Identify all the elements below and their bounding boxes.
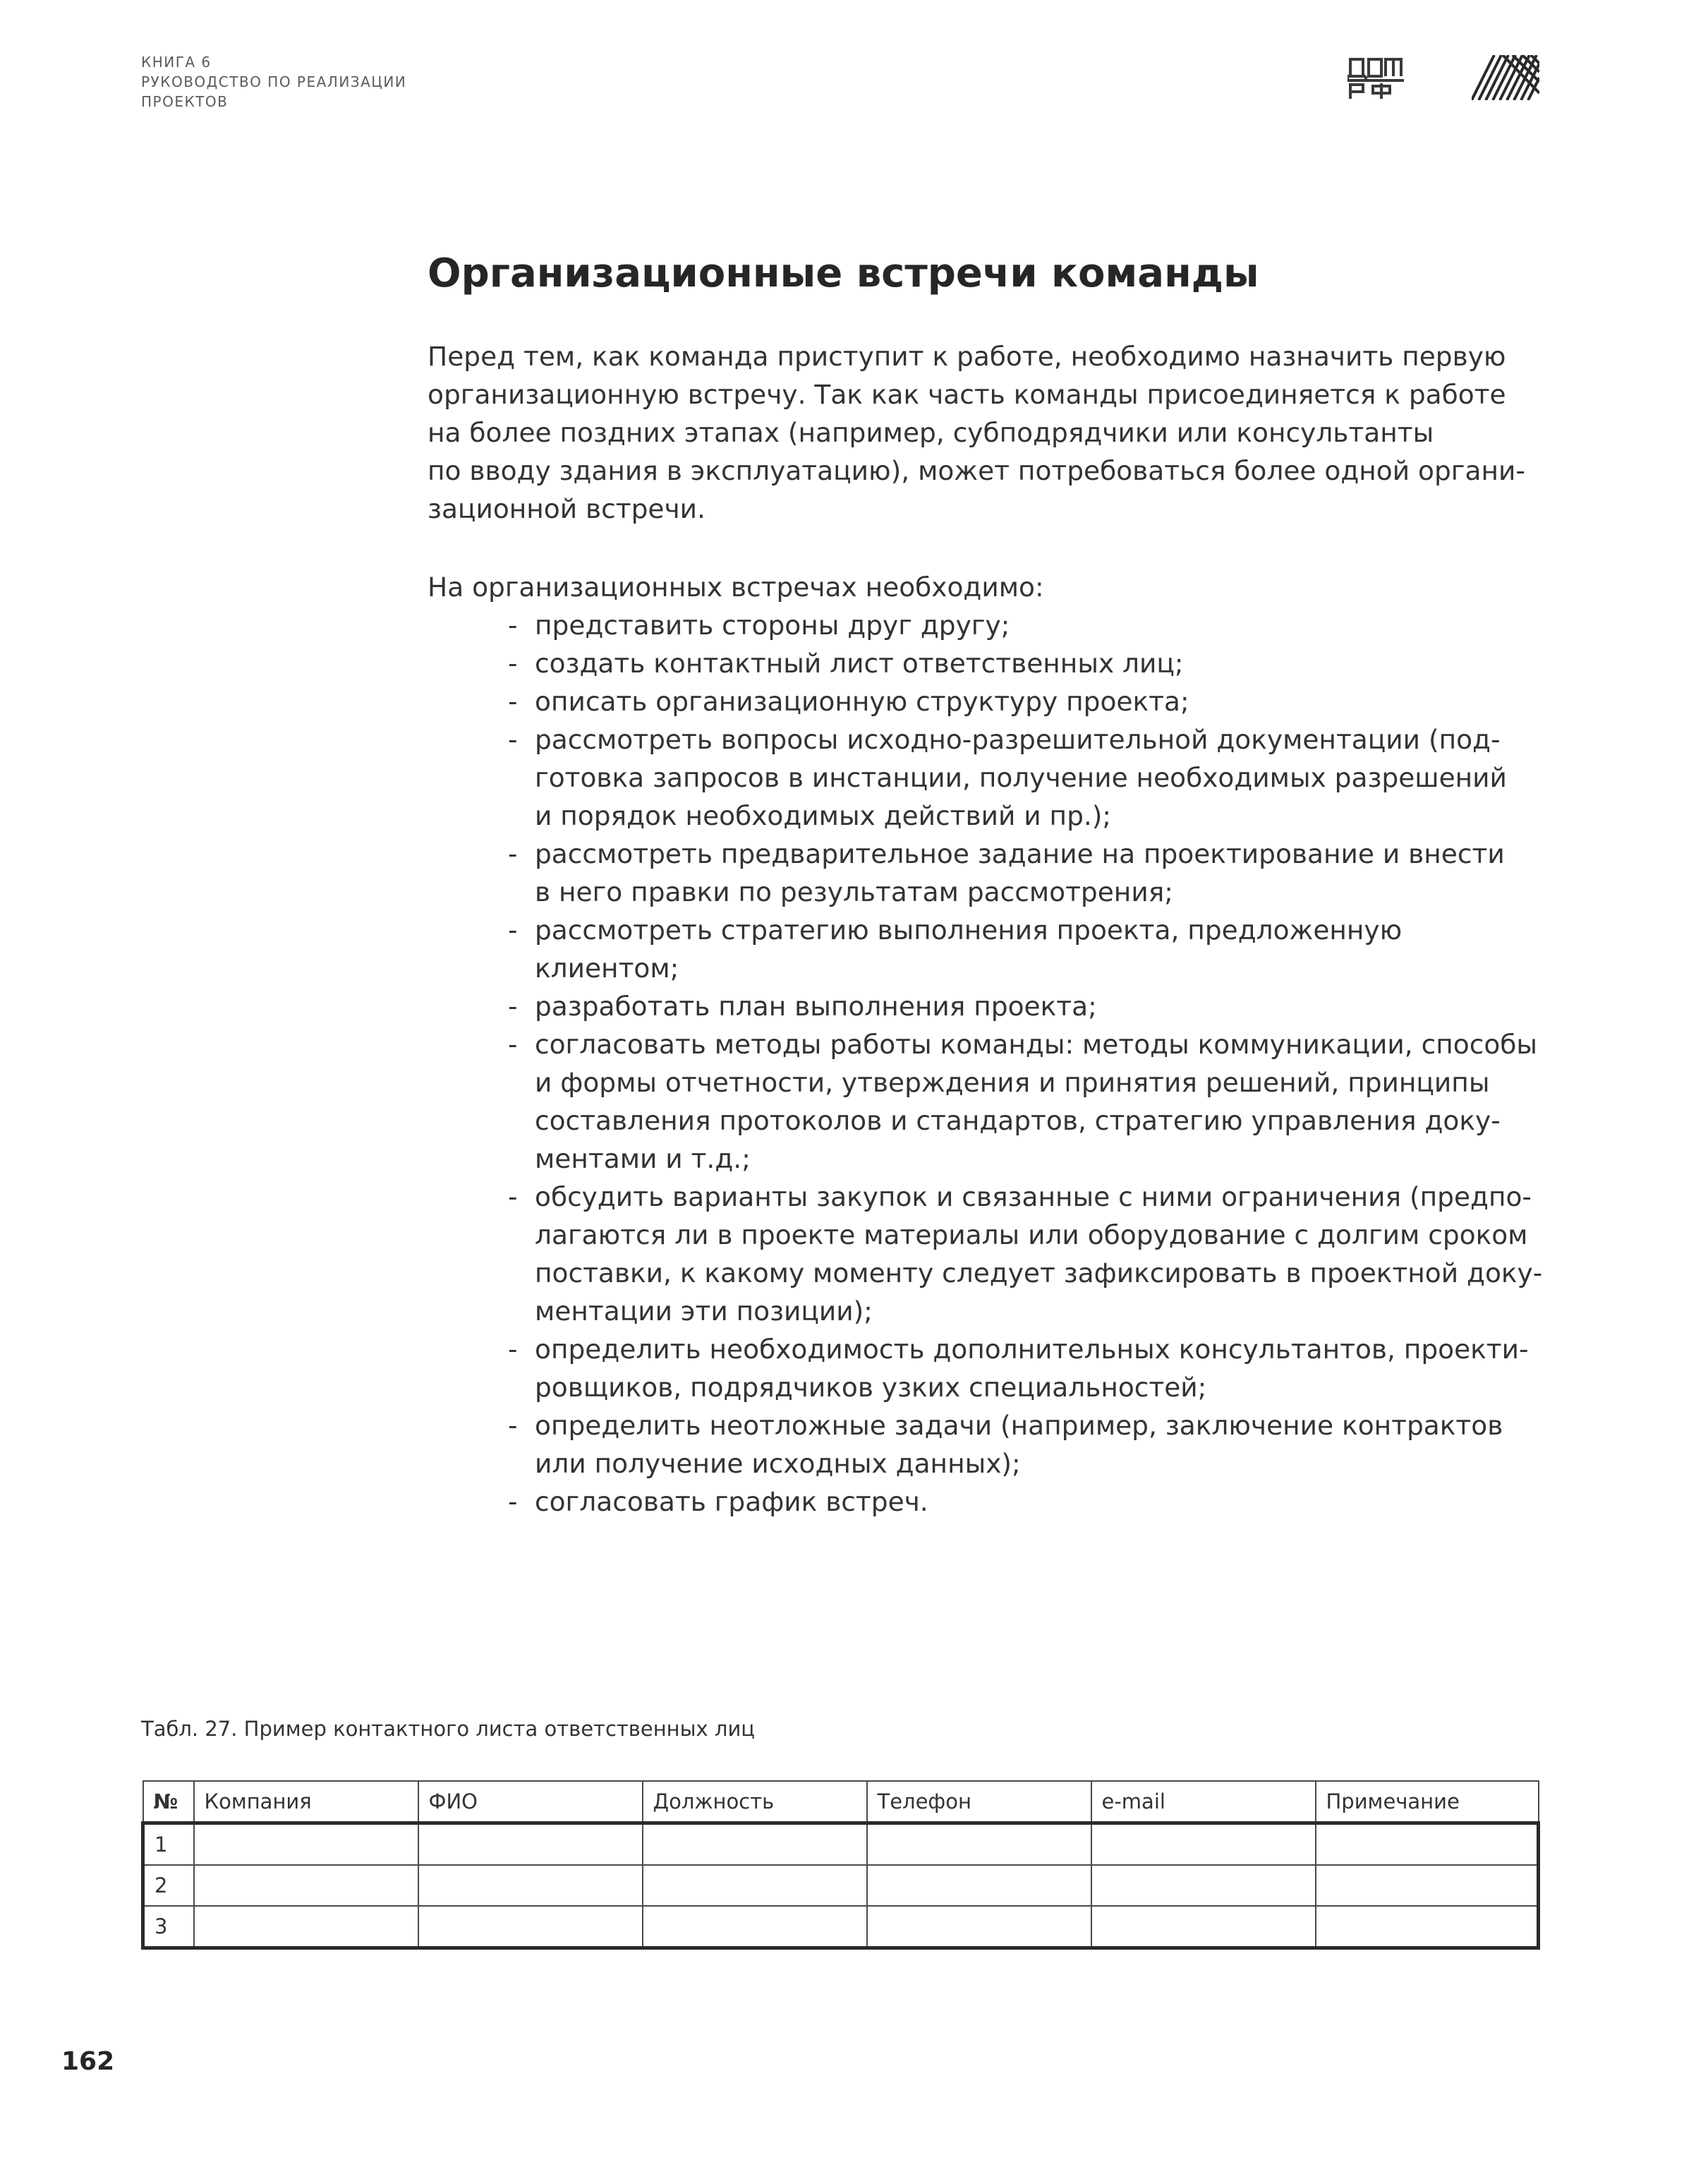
table-cell bbox=[643, 1823, 867, 1866]
intro-line: Перед тем, как команда приступит к работе, необходимо назначить первую bbox=[428, 341, 1506, 372]
task-list bbox=[508, 606, 1566, 1521]
table-body bbox=[143, 1823, 1539, 1948]
list-item bbox=[508, 1483, 1566, 1521]
list-item-text: обсудить варианты закупок и связанные с ними ограничения (предпо- bbox=[535, 1181, 1532, 1212]
list-item bbox=[508, 644, 1566, 682]
list-item bbox=[508, 720, 1566, 835]
table-header-cell: № bbox=[143, 1781, 194, 1823]
list-dash: - bbox=[508, 686, 518, 717]
list-dash: - bbox=[508, 1181, 518, 1212]
table-cell bbox=[194, 1823, 418, 1866]
list-dash: - bbox=[508, 991, 518, 1022]
list-item-text: лагаются ли в проекте материалы или оборудование с долгим сроком bbox=[535, 1219, 1528, 1250]
table-cell bbox=[1316, 1865, 1539, 1906]
list-item bbox=[508, 987, 1566, 1025]
table-row-number: 3 bbox=[143, 1906, 194, 1948]
list-item bbox=[508, 1025, 1566, 1178]
list-item-text: или получение исходных данных); bbox=[535, 1448, 1021, 1479]
list-item bbox=[508, 835, 1566, 911]
table-row bbox=[143, 1823, 1539, 1866]
list-item-text: ровщиков, подрядчиков узких специальностей; bbox=[535, 1372, 1207, 1403]
running-head-line: КНИГА 6 bbox=[141, 54, 212, 71]
list-item bbox=[508, 1330, 1566, 1406]
table-cell bbox=[867, 1865, 1091, 1906]
table-cell bbox=[1316, 1906, 1539, 1948]
running-head-line: РУКОВОДСТВО ПО РЕАЛИЗАЦИИ bbox=[141, 73, 407, 90]
list-item-text: клиентом; bbox=[535, 953, 679, 984]
intro-paragraph bbox=[428, 337, 1556, 528]
list-item-text: рассмотреть предварительное задание на проектирование и внести bbox=[535, 838, 1505, 869]
list-dash: - bbox=[508, 915, 518, 946]
table-row-number: 2 bbox=[143, 1865, 194, 1906]
list-item bbox=[508, 1406, 1566, 1483]
list-item-text: согласовать график встреч. bbox=[535, 1486, 928, 1517]
intro-line: организационную встречу. Так как часть команды присоединяется к работе bbox=[428, 379, 1506, 410]
table-cell bbox=[1091, 1906, 1316, 1948]
table-header-cell: Должность bbox=[643, 1781, 867, 1823]
table-header-cell: Компания bbox=[194, 1781, 418, 1823]
page-number: 162 bbox=[61, 2047, 115, 2076]
table-cell bbox=[418, 1823, 643, 1866]
table-header-cell: Телефон bbox=[867, 1781, 1091, 1823]
table-row-number: 1 bbox=[143, 1823, 194, 1866]
list-item bbox=[508, 1178, 1566, 1330]
list-item-text: определить неотложные задачи (например, заключение контрактов bbox=[535, 1410, 1503, 1441]
list-item-text: представить стороны друг другу; bbox=[535, 610, 1010, 641]
table-cell bbox=[194, 1906, 418, 1948]
table-cell bbox=[1316, 1823, 1539, 1866]
page-title: Организационные встречи команды bbox=[428, 250, 1259, 296]
list-item-text: описать организационную структуру проекта; bbox=[535, 686, 1189, 717]
table-cell bbox=[1091, 1823, 1316, 1866]
list-item bbox=[508, 606, 1566, 644]
table-cell bbox=[418, 1906, 643, 1948]
intro-line: по вводу здания в эксплуатацию), может потребоваться более одной органи- bbox=[428, 455, 1525, 486]
table-header-cell: e-mail bbox=[1091, 1781, 1316, 1823]
list-dash: - bbox=[508, 1486, 518, 1517]
dom-rf-logo-icon bbox=[1347, 55, 1404, 100]
table-header-cell: ФИО bbox=[418, 1781, 643, 1823]
table-cell bbox=[1091, 1865, 1316, 1906]
table-cell bbox=[643, 1906, 867, 1948]
list-dash: - bbox=[508, 838, 518, 869]
table-cell bbox=[194, 1865, 418, 1906]
list-dash: - bbox=[508, 1410, 518, 1441]
list-item-text: ментации эти позиции); bbox=[535, 1296, 873, 1327]
table-row bbox=[143, 1865, 1539, 1906]
table-row bbox=[143, 1906, 1539, 1948]
intro-line: на более поздних этапах (например, субподрядчики или консультанты bbox=[428, 417, 1434, 448]
list-item-text: ментами и т.д.; bbox=[535, 1143, 751, 1174]
contact-list-table bbox=[141, 1780, 1540, 1950]
table-cell bbox=[867, 1906, 1091, 1948]
table-header-cell: Примечание bbox=[1316, 1781, 1539, 1823]
list-item-text: в него правки по результатам рассмотрения; bbox=[535, 876, 1173, 907]
table-cell bbox=[867, 1823, 1091, 1866]
list-item bbox=[508, 911, 1566, 987]
table-cell bbox=[643, 1865, 867, 1906]
list-item-text: рассмотреть стратегию выполнения проекта, предложенную bbox=[535, 915, 1403, 946]
list-item-text: составления протоколов и стандартов, стратегию управления доку- bbox=[535, 1105, 1501, 1136]
list-item-text: согласовать методы работы команды: методы коммуникации, способы bbox=[535, 1029, 1537, 1060]
table-cell bbox=[418, 1865, 643, 1906]
list-item bbox=[508, 682, 1566, 720]
table-caption: Табл. 27. Пример контактного листа ответственных лиц bbox=[141, 1717, 756, 1741]
intro-line: зационной встречи. bbox=[428, 493, 705, 524]
running-head-line: ПРОЕКТОВ bbox=[141, 93, 229, 110]
list-dash: - bbox=[508, 610, 518, 641]
list-item-text: поставки, к какому моменту следует зафиксировать в проектной доку- bbox=[535, 1257, 1543, 1288]
running-head bbox=[141, 52, 406, 111]
list-dash: - bbox=[508, 1029, 518, 1060]
list-lead: На организационных встречах необходимо: bbox=[428, 572, 1044, 603]
list-dash: - bbox=[508, 1334, 518, 1365]
list-item-text: и формы отчетности, утверждения и принятия решений, принципы bbox=[535, 1067, 1490, 1098]
list-item-text: готовка запросов в инстанции, получение необходимых разрешений bbox=[535, 762, 1507, 793]
list-dash: - bbox=[508, 724, 518, 755]
list-item-text: рассмотреть вопросы исходно-разрешительной документации (под- bbox=[535, 724, 1501, 755]
list-item-text: создать контактный лист ответственных лиц; bbox=[535, 648, 1184, 679]
list-item-text: определить необходимость дополнительных консультантов, проекти- bbox=[535, 1334, 1529, 1365]
list-dash: - bbox=[508, 648, 518, 679]
list-item-text: разработать план выполнения проекта; bbox=[535, 991, 1097, 1022]
hatched-pattern-logo-icon bbox=[1472, 55, 1539, 100]
table-header-row bbox=[143, 1781, 1539, 1823]
list-item-text: и порядок необходимых действий и пр.); bbox=[535, 800, 1112, 831]
